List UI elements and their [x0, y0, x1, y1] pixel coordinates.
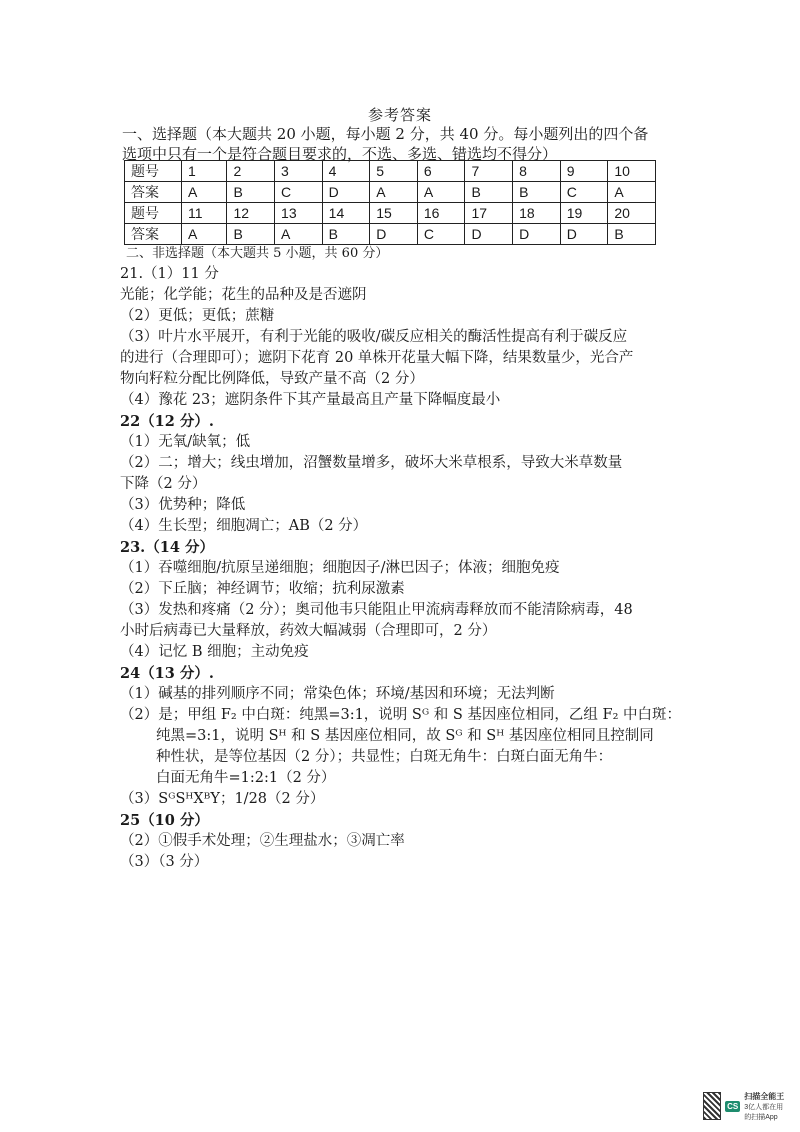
answer-line: （3）叶片水平展开，有利于光能的吸收/碳反应相关的酶活性提高有利于碳反应: [120, 329, 628, 345]
table-cell: B: [513, 182, 561, 203]
table-cell: A: [417, 182, 465, 203]
answer-line: （1）无氧/缺氧；低: [120, 434, 251, 450]
answer-line: （4）豫花 23；遮阴条件下其产量最高且产量下降幅度最小: [120, 392, 501, 408]
answer-line: （2）更低；更低；蔗糖: [120, 308, 275, 324]
table-cell: B: [322, 224, 370, 245]
answer-line: （3）发热和疼痛（2 分）；奥司他韦只能阻止甲流病毒释放而不能清除病毒，48: [120, 602, 633, 618]
answer-line: （2）是；甲组 F₂ 中白斑：纯黑=3:1，说明 Sᴳ 和 S 基因座位相同，乙组 F₂ 中白斑：: [120, 707, 681, 723]
logo-name: 扫描全能王: [744, 1091, 785, 1101]
table-cell: A: [182, 182, 227, 203]
table-cell: 6: [417, 161, 465, 182]
table-cell: A: [608, 182, 656, 203]
answer-line: 光能；化学能；花生的品种及是否遮阴: [120, 287, 367, 303]
row-label: 题号: [125, 203, 182, 224]
answer-line: （2）下丘脑；神经调节；收缩；抗利尿激素: [120, 581, 405, 597]
answer-line: （1）吞噬细胞/抗原呈递细胞；细胞因子/淋巴因子；体液；细胞免疫: [120, 560, 560, 576]
table-cell: 15: [370, 203, 418, 224]
answer-line: （3）（3 分）: [120, 854, 209, 870]
table-cell: 10: [608, 161, 656, 182]
answer-line: 24（13 分）.: [120, 665, 214, 682]
answer-line: （4）生长型；细胞凋亡；AB（2 分）: [120, 518, 368, 534]
table-cell: 18: [513, 203, 561, 224]
answer-line: 种性状，是等位基因（2 分）；共显性；白斑无角牛：白斑白面无角牛：: [156, 749, 613, 765]
answer-line: 白面无角牛=1:2:1（2 分）: [156, 770, 336, 786]
table-cell: 16: [417, 203, 465, 224]
table-cell: D: [560, 224, 608, 245]
answer-line: 21.（1）11 分: [120, 266, 219, 282]
answer-line: （2）二；增大；线虫增加，沼蟹数量增多，破坏大米草根系，导致大米草数量: [120, 455, 623, 471]
answer-table: [124, 160, 656, 245]
answer-line: （4）记忆 B 细胞；主动免疫: [120, 644, 309, 660]
table-cell: D: [322, 182, 370, 203]
row-label: 题号: [125, 161, 182, 182]
answer-line: 的进行（合理即可）；遮阴下花育 20 单株开花量大幅下降，结果数量少，光合产: [120, 350, 634, 366]
table-cell: C: [417, 224, 465, 245]
table-cell: 9: [560, 161, 608, 182]
answer-line: 25（10 分）: [120, 812, 209, 829]
answer-line: 22（12 分）.: [120, 413, 214, 430]
answer-line: 下降（2 分）: [120, 476, 207, 492]
table-cell: 17: [465, 203, 513, 224]
camscanner-watermark: [703, 1090, 789, 1122]
table-cell: B: [227, 182, 275, 203]
table-cell: 7: [465, 161, 513, 182]
table-cell: D: [370, 224, 418, 245]
table-cell: A: [370, 182, 418, 203]
table-cell: A: [275, 224, 323, 245]
table-cell: 14: [322, 203, 370, 224]
table-cell: 4: [322, 161, 370, 182]
camscanner-logo-icon: CS: [727, 1101, 739, 1111]
row-label: 答案: [125, 182, 182, 203]
table-cell: 13: [275, 203, 323, 224]
answer-line: 纯黑=3:1，说明 Sᴴ 和 S 基因座位相同，故 Sᴳ 和 Sᴴ 基因座位相同且控制同: [156, 728, 654, 744]
table-row: [125, 182, 656, 203]
page-title: 参考答案: [367, 106, 432, 124]
table-cell: 12: [227, 203, 275, 224]
table-cell: B: [608, 224, 656, 245]
table-cell: C: [275, 182, 323, 203]
answer-lines: [120, 264, 680, 873]
qr-code-icon: [703, 1092, 721, 1120]
table-cell: C: [560, 182, 608, 203]
answer-line: （2）①假手术处理；②生理盐水；③凋亡率: [120, 833, 405, 849]
table-cell: D: [465, 224, 513, 245]
table-cell: 1: [182, 161, 227, 182]
answer-line: 小时后病毒已大量释放，药效大幅减弱（合理即可，2 分）: [120, 623, 497, 639]
table-cell: 20: [608, 203, 656, 224]
table-cell: A: [182, 224, 227, 245]
table-cell: B: [465, 182, 513, 203]
section1-heading: 一、选择题（本大题共 20 小题，每小题 2 分，共 40 分。每小题列出的四个备选项中只有一个是符合题目要求的，不选、多选、错选均不得分）: [122, 125, 649, 163]
table-row: [125, 203, 656, 224]
logo-tagline: 3亿人都在用的扫描App: [744, 1103, 784, 1121]
table-cell: B: [227, 224, 275, 245]
answer-line: （1）碱基的排列顺序不同；常染色体；环境/基因和环境；无法判断: [120, 686, 555, 702]
table-cell: 8: [513, 161, 561, 182]
table-cell: 19: [560, 203, 608, 224]
table-cell: D: [513, 224, 561, 245]
answer-line: 23.（14 分）: [120, 539, 214, 556]
answer-line: （3）优势种；降低: [120, 497, 246, 513]
table-cell: 2: [227, 161, 275, 182]
section2-heading: 二、非选择题（本大题共 5 小题，共 60 分）: [126, 246, 389, 261]
row-label: 答案: [125, 224, 182, 245]
answer-line: （3）SᴳSᴴXᴮY；1/28（2 分）: [120, 791, 325, 807]
table-cell: 11: [182, 203, 227, 224]
table-cell: 3: [275, 161, 323, 182]
answer-line: 物向籽粒分配比例降低，导致产量不高（2 分）: [120, 371, 424, 387]
table-row: [125, 161, 656, 182]
table-cell: 5: [370, 161, 418, 182]
